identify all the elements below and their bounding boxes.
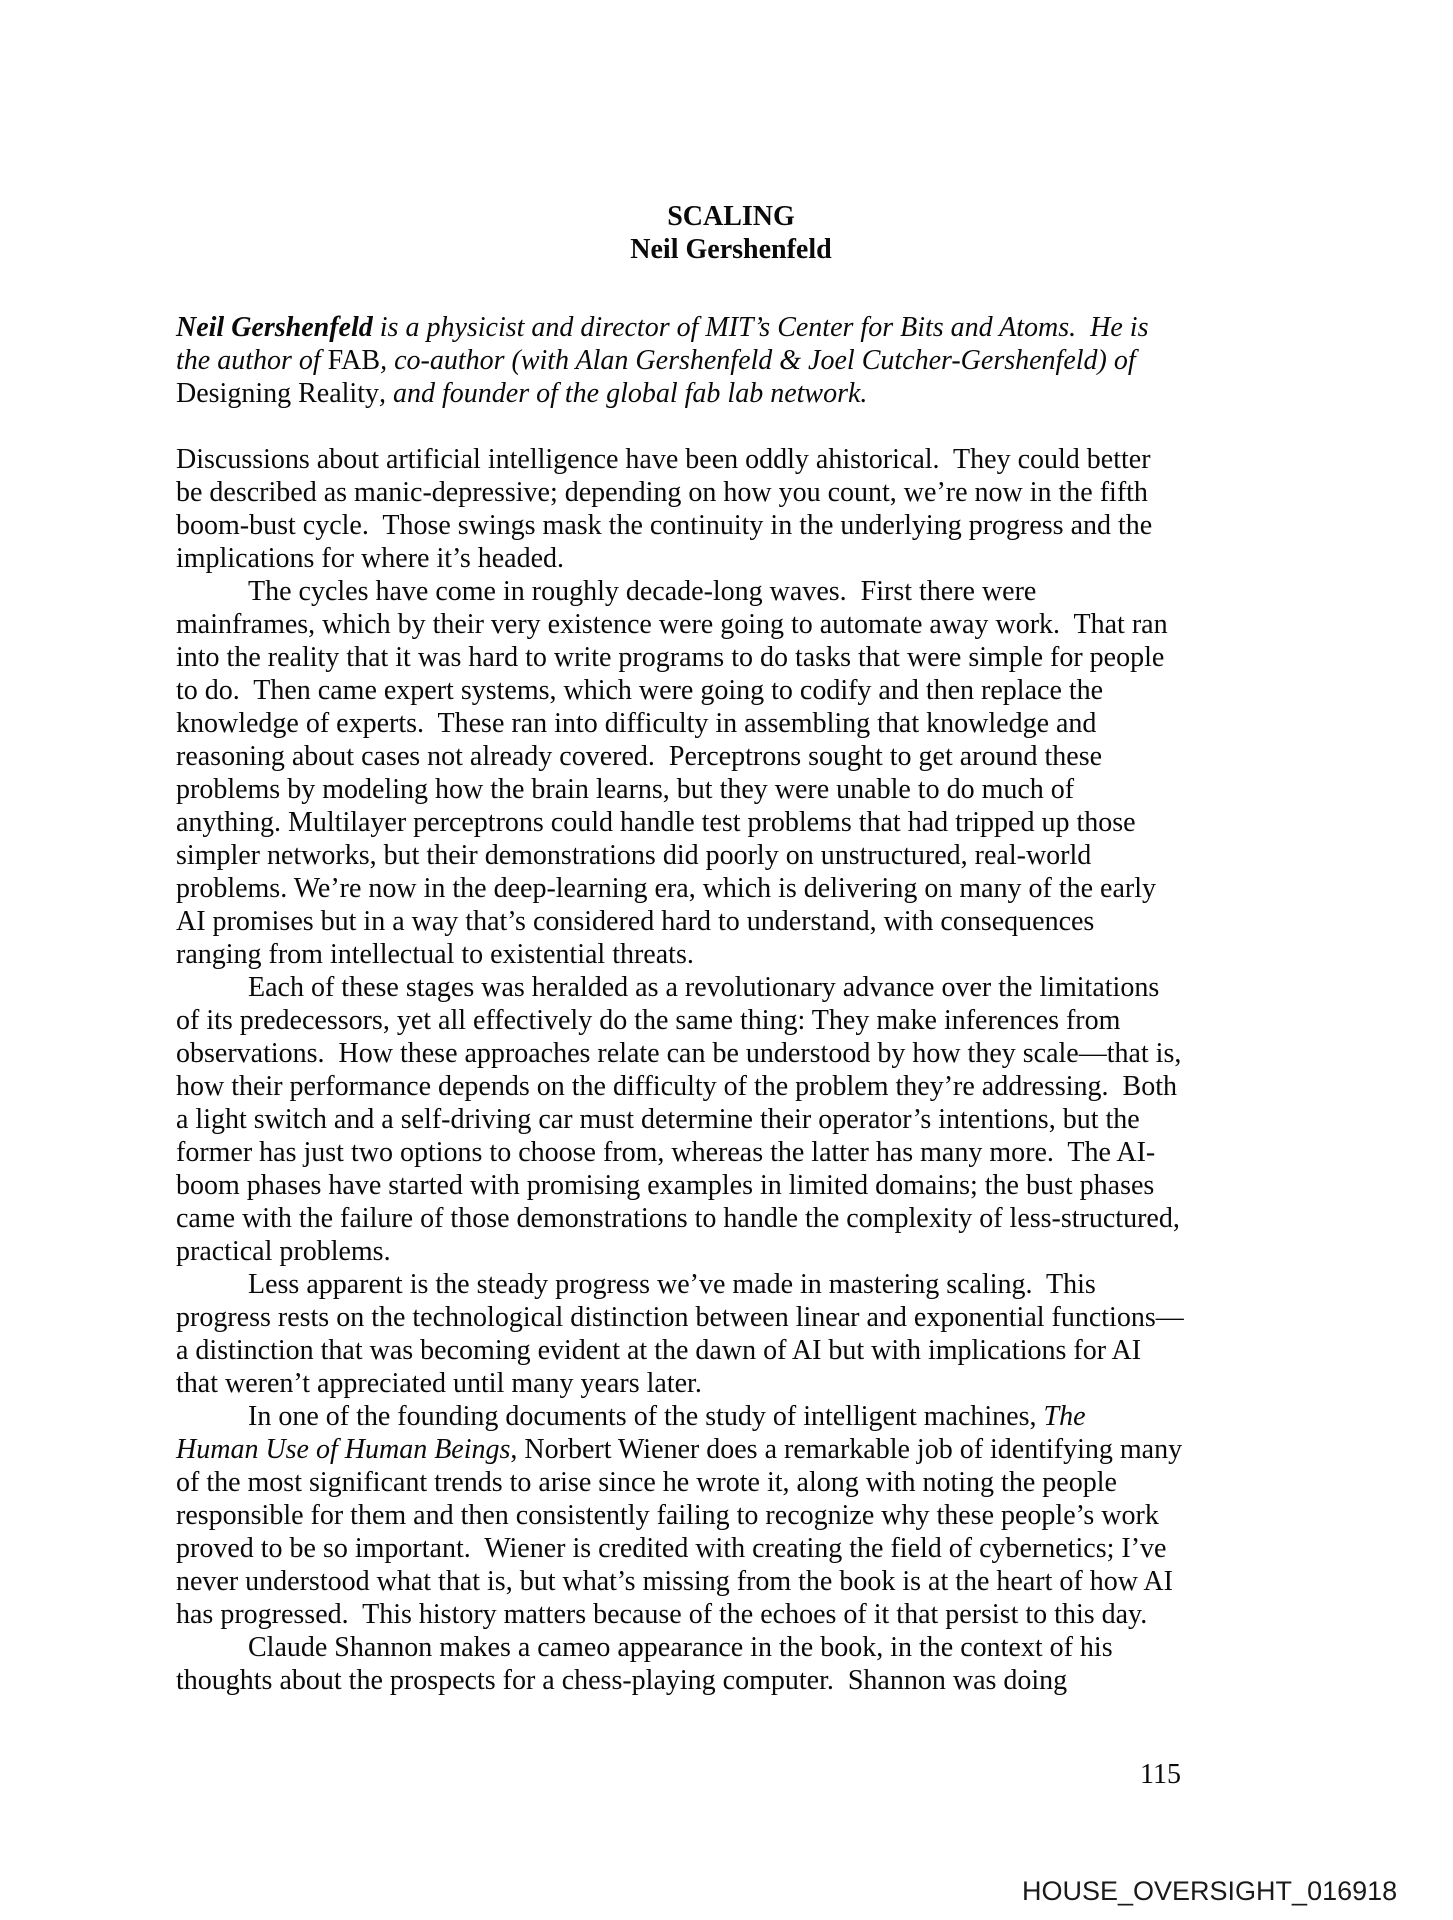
text-line: anything. Multilayer perceptrons could handle test problems that had tripped up those [176, 807, 1136, 838]
text-line: Claude Shannon makes a cameo appearance in the book, in the context of his [248, 1632, 1113, 1663]
text-line: proved to be so important. Wiener is credited with creating the field of cybernetics; I’ve [176, 1533, 1167, 1564]
text-line: Human Use of Human Beings, Norbert Wiener does a remarkable job of identifying many [176, 1434, 1183, 1465]
text-line: Each of these stages was heralded as a revolutionary advance over the limitations [248, 972, 1160, 1003]
paragraph [176, 971, 1286, 1268]
text-line: progress rests on the technological distinction between linear and exponential functions— [176, 1302, 1184, 1333]
document-header [176, 200, 1286, 266]
text-line: AI promises but in a way that’s considered hard to understand, with consequences [176, 906, 1095, 937]
text-line: problems. We’re now in the deep-learning era, which is delivering on many of the early [176, 873, 1157, 904]
text-line: thoughts about the prospects for a chess-playing computer. Shannon was doing [176, 1665, 1068, 1696]
text-line: practical problems. [176, 1236, 391, 1267]
text-line: knowledge of experts. These ran into difficulty in assembling that knowledge and [176, 708, 1097, 739]
text-line: reasoning about cases not already covered. Perceptrons sought to get around these [176, 741, 1103, 772]
text-line: ranging from intellectual to existential threats. [176, 939, 694, 970]
text-line: former has just two options to choose from, whereas the latter has many more. The AI- [176, 1137, 1156, 1168]
paragraph [176, 1400, 1286, 1631]
author-name: Neil Gershenfeld [630, 234, 832, 265]
text-line: be described as manic-depressive; depending on how you count, we’re now in the fifth [176, 477, 1148, 508]
text-line: Neil Gershenfeld is a physicist and director of MIT’s Center for Bits and Atoms. He is [176, 312, 1149, 343]
text-line: problems by modeling how the brain learns, but they were unable to do much of [176, 774, 1075, 805]
text-line: Designing Reality, and founder of the global fab lab network. [176, 378, 868, 409]
text-line: responsible for them and then consistently failing to recognize why these people’s work [176, 1500, 1159, 1531]
text-line: came with the failure of those demonstrations to handle the complexity of less-structured, [176, 1203, 1180, 1234]
text-line: mainframes, which by their very existence were going to automate away work. That ran [176, 609, 1168, 640]
text-line: the author of FAB, co-author (with Alan Gershenfeld & Joel Cutcher-Gershenfeld) of [176, 345, 1136, 376]
paragraph [176, 311, 1286, 410]
paragraph [176, 443, 1286, 575]
text-line: a light switch and a self-driving car must determine their operator’s intentions, but the [176, 1104, 1140, 1135]
bates-stamp: HOUSE_OVERSIGHT_016918 [1022, 1876, 1398, 1906]
text-line: that weren’t appreciated until many years later. [176, 1368, 702, 1399]
text-line: to do. Then came expert systems, which were going to codify and then replace the [176, 675, 1104, 706]
paragraph [176, 1631, 1286, 1697]
page-title: SCALING [667, 201, 795, 232]
text-line: Less apparent is the steady progress we’ve made in mastering scaling. This [248, 1269, 1096, 1300]
text-line: boom-bust cycle. Those swings mask the continuity in the underlying progress and the [176, 510, 1153, 541]
text-line: simpler networks, but their demonstrations did poorly on unstructured, real-world [176, 840, 1092, 871]
page-number: 115 [1140, 1759, 1181, 1790]
text-line: of its predecessors, yet all effectively do the same thing: They make inferences from [176, 1005, 1121, 1036]
text-line: a distinction that was becoming evident at the dawn of AI but with implications for AI [176, 1335, 1142, 1366]
document-body [176, 443, 1286, 1697]
text-line: Discussions about artificial intelligence have been oddly ahistorical. They could better [176, 444, 1151, 475]
text-line: implications for where it’s headed. [176, 543, 564, 574]
text-line: observations. How these approaches relate can be understood by how they scale—that is, [176, 1038, 1182, 1069]
text-line: has progressed. This history matters because of the echoes of it that persist to this day. [176, 1599, 1148, 1630]
author-bio [176, 311, 1286, 410]
text-line: into the reality that it was hard to write programs to do tasks that were simple for people [176, 642, 1165, 673]
text-line: boom phases have started with promising examples in limited domains; the bust phases [176, 1170, 1155, 1201]
page-content [176, 200, 1286, 1697]
text-line: how their performance depends on the difficulty of the problem they’re addressing. Both [176, 1071, 1177, 1102]
text-line: never understood what that is, but what’s missing from the book is at the heart of how AI [176, 1566, 1173, 1597]
text-line: The cycles have come in roughly decade-long waves. First there were [248, 576, 1037, 607]
paragraph [176, 1268, 1286, 1400]
text-line: In one of the founding documents of the study of intelligent machines, The [248, 1401, 1086, 1432]
paragraph [176, 575, 1286, 971]
text-line: of the most significant trends to arise since he wrote it, along with noting the people [176, 1467, 1117, 1498]
